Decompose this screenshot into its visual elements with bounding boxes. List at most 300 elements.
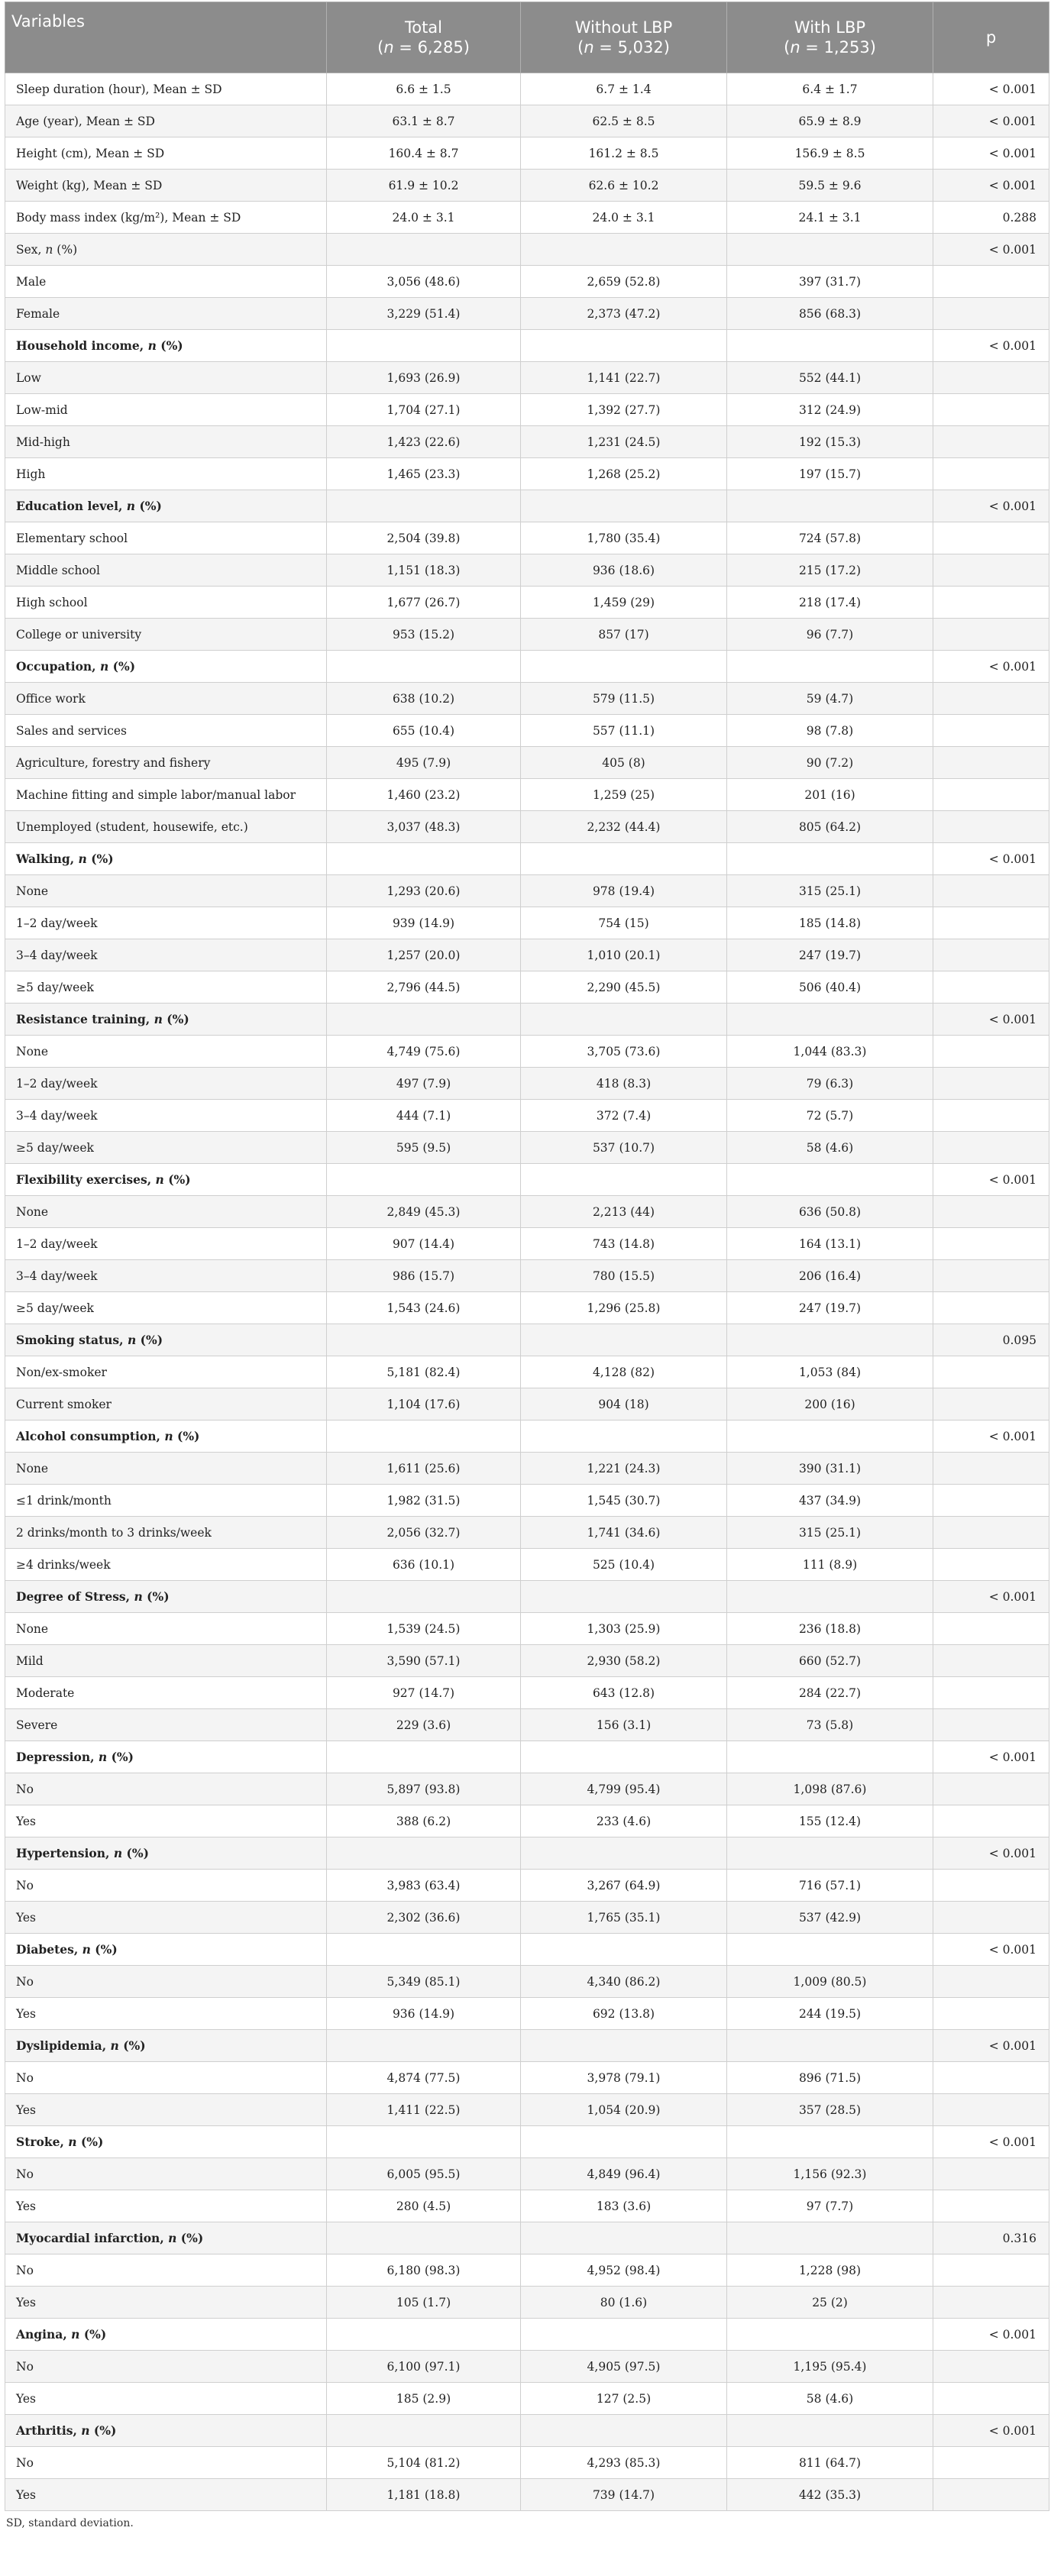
cell-without-lbp [521, 1421, 727, 1453]
cell-with-lbp [727, 2030, 933, 2062]
cell-p-value [933, 1292, 1049, 1324]
cell-without-lbp: 643 (12.8) [521, 1677, 727, 1709]
row-label: No [5, 2351, 327, 2383]
cell-p-value: < 0.001 [933, 1421, 1049, 1453]
row-label: None [5, 1453, 327, 1485]
table-row [5, 2351, 1049, 2383]
cell-total [327, 1837, 521, 1870]
header-total [327, 2, 521, 73]
cell-with-lbp: 856 (68.3) [727, 298, 933, 330]
cell-total [327, 1324, 521, 1356]
cell-without-lbp: 62.6 ± 10.2 [521, 170, 727, 202]
cell-with-lbp: 442 (35.3) [727, 2479, 933, 2511]
table-row [5, 1837, 1049, 1870]
cell-total [327, 2415, 521, 2447]
cell-without-lbp: 1,741 (34.6) [521, 1517, 727, 1549]
row-label: Yes [5, 2190, 327, 2222]
cell-with-lbp: 164 (13.1) [727, 1228, 933, 1260]
cell-with-lbp: 552 (44.1) [727, 362, 933, 394]
row-label: 1–2 day/week [5, 1228, 327, 1260]
cell-p-value [933, 2383, 1049, 2415]
cell-without-lbp [521, 330, 727, 362]
cell-total: 1,104 (17.6) [327, 1388, 521, 1421]
cell-with-lbp: 96 (7.7) [727, 619, 933, 651]
table-row [5, 234, 1049, 266]
cell-without-lbp: 3,705 (73.6) [521, 1036, 727, 1068]
cell-with-lbp [727, 1421, 933, 1453]
row-label: ≥4 drinks/week [5, 1549, 327, 1581]
table-row [5, 2030, 1049, 2062]
cell-total [327, 330, 521, 362]
cell-with-lbp: 724 (57.8) [727, 522, 933, 554]
table-row [5, 1934, 1049, 1966]
cell-without-lbp: 4,340 (86.2) [521, 1966, 727, 1998]
row-label: Diabetes, n (%) [5, 1934, 327, 1966]
table-row [5, 2447, 1049, 2479]
header-with-lbp [727, 2, 933, 73]
header-with-label: With LBP [794, 18, 866, 37]
cell-with-lbp: 284 (22.7) [727, 1677, 933, 1709]
cell-total: 2,796 (44.5) [327, 971, 521, 1004]
cell-total [327, 1164, 521, 1196]
cell-total: 388 (6.2) [327, 1805, 521, 1837]
cell-total: 3,037 (48.3) [327, 811, 521, 843]
row-label: Sales and services [5, 715, 327, 747]
table-row [5, 1966, 1049, 1998]
cell-with-lbp: 200 (16) [727, 1388, 933, 1421]
cell-with-lbp: 247 (19.7) [727, 1292, 933, 1324]
cell-with-lbp [727, 1837, 933, 1870]
cell-without-lbp: 4,128 (82) [521, 1356, 727, 1388]
cell-total: 2,302 (36.6) [327, 1902, 521, 1934]
cell-total: 1,677 (26.7) [327, 587, 521, 619]
cell-total: 6,180 (98.3) [327, 2254, 521, 2287]
cell-without-lbp: 3,267 (64.9) [521, 1870, 727, 1902]
cell-without-lbp: 1,231 (24.5) [521, 426, 727, 458]
cell-total: 3,590 (57.1) [327, 1645, 521, 1677]
table-row [5, 1870, 1049, 1902]
cell-p-value [933, 1356, 1049, 1388]
table-row [5, 779, 1049, 811]
cell-p-value: 0.095 [933, 1324, 1049, 1356]
table-row [5, 1421, 1049, 1453]
header-without-lbp [521, 2, 727, 73]
cell-without-lbp: 4,293 (85.3) [521, 2447, 727, 2479]
row-label: Yes [5, 1902, 327, 1934]
cell-p-value [933, 458, 1049, 490]
row-label: High [5, 458, 327, 490]
header-total-label: Total [404, 18, 443, 37]
cell-with-lbp: 397 (31.7) [727, 266, 933, 298]
cell-p-value [933, 939, 1049, 971]
row-label: No [5, 1773, 327, 1805]
cell-with-lbp: 244 (19.5) [727, 1998, 933, 2030]
row-label: ≥5 day/week [5, 971, 327, 1004]
cell-total: 1,293 (20.6) [327, 875, 521, 907]
cell-total [327, 2126, 521, 2158]
table-row [5, 1164, 1049, 1196]
cell-p-value [933, 1709, 1049, 1741]
cell-without-lbp: 183 (3.6) [521, 2190, 727, 2222]
header-without-label: Without LBP [574, 18, 673, 37]
cell-total: 936 (14.9) [327, 1998, 521, 2030]
cell-without-lbp: 233 (4.6) [521, 1805, 727, 1837]
row-label: High school [5, 587, 327, 619]
cell-with-lbp: 111 (8.9) [727, 1549, 933, 1581]
cell-without-lbp: 4,799 (95.4) [521, 1773, 727, 1805]
cell-p-value [933, 1677, 1049, 1709]
row-label: Resistance training, n (%) [5, 1004, 327, 1036]
cell-p-value [933, 779, 1049, 811]
row-label: ≥5 day/week [5, 1132, 327, 1164]
cell-without-lbp: 6.7 ± 1.4 [521, 73, 727, 105]
cell-with-lbp: 315 (25.1) [727, 875, 933, 907]
cell-with-lbp: 357 (28.5) [727, 2094, 933, 2126]
cell-total: 185 (2.9) [327, 2383, 521, 2415]
cell-p-value [933, 715, 1049, 747]
table-row [5, 1100, 1049, 1132]
row-label: Female [5, 298, 327, 330]
cell-without-lbp [521, 843, 727, 875]
cell-total [327, 2030, 521, 2062]
table-row [5, 1228, 1049, 1260]
cell-without-lbp: 1,303 (25.9) [521, 1613, 727, 1645]
cell-with-lbp: 636 (50.8) [727, 1196, 933, 1228]
cell-with-lbp: 506 (40.4) [727, 971, 933, 1004]
row-label: Moderate [5, 1677, 327, 1709]
row-label: ≤1 drink/month [5, 1485, 327, 1517]
cell-total [327, 1934, 521, 1966]
cell-without-lbp: 2,213 (44) [521, 1196, 727, 1228]
cell-p-value [933, 1805, 1049, 1837]
cell-p-value: < 0.001 [933, 1837, 1049, 1870]
cell-without-lbp [521, 2415, 727, 2447]
cell-without-lbp: 156 (3.1) [521, 1709, 727, 1741]
cell-total: 495 (7.9) [327, 747, 521, 779]
cell-p-value [933, 1196, 1049, 1228]
row-label: Low [5, 362, 327, 394]
table-row [5, 73, 1049, 105]
cell-with-lbp [727, 2222, 933, 2254]
cell-total: 1,704 (27.1) [327, 394, 521, 426]
cell-with-lbp [727, 1934, 933, 1966]
cell-p-value: < 0.001 [933, 73, 1049, 105]
cell-p-value [933, 619, 1049, 651]
cell-with-lbp: 437 (34.9) [727, 1485, 933, 1517]
cell-with-lbp: 537 (42.9) [727, 1902, 933, 1934]
row-label: None [5, 1613, 327, 1645]
cell-p-value [933, 1485, 1049, 1517]
cell-without-lbp: 1,765 (35.1) [521, 1902, 727, 1934]
cell-without-lbp: 161.2 ± 8.5 [521, 137, 727, 170]
cell-with-lbp: 197 (15.7) [727, 458, 933, 490]
table-row [5, 490, 1049, 522]
row-label: Current smoker [5, 1388, 327, 1421]
cell-without-lbp: 754 (15) [521, 907, 727, 939]
table-row [5, 1196, 1049, 1228]
table-row [5, 170, 1049, 202]
cell-with-lbp: 716 (57.1) [727, 1870, 933, 1902]
cell-p-value: < 0.001 [933, 2030, 1049, 2062]
table-row [5, 619, 1049, 651]
row-label: No [5, 1966, 327, 1998]
cell-without-lbp [521, 2319, 727, 2351]
table-row [5, 362, 1049, 394]
cell-without-lbp: 780 (15.5) [521, 1260, 727, 1292]
row-label: Office work [5, 683, 327, 715]
cell-with-lbp: 390 (31.1) [727, 1453, 933, 1485]
cell-p-value [933, 2254, 1049, 2287]
cell-p-value [933, 1902, 1049, 1934]
table-row [5, 1773, 1049, 1805]
table-row [5, 843, 1049, 875]
table-header-row [5, 2, 1049, 73]
cell-total: 2,056 (32.7) [327, 1517, 521, 1549]
cell-p-value: < 0.001 [933, 234, 1049, 266]
cell-total: 927 (14.7) [327, 1677, 521, 1709]
cell-total: 1,151 (18.3) [327, 554, 521, 587]
cell-p-value [933, 1966, 1049, 1998]
row-label: Angina, n (%) [5, 2319, 327, 2351]
cell-without-lbp [521, 1837, 727, 1870]
cell-without-lbp: 1,545 (30.7) [521, 1485, 727, 1517]
table-row [5, 1453, 1049, 1485]
table-row [5, 1132, 1049, 1164]
cell-p-value [933, 266, 1049, 298]
cell-without-lbp [521, 1741, 727, 1773]
cell-p-value: < 0.001 [933, 1581, 1049, 1613]
cell-p-value: < 0.001 [933, 1741, 1049, 1773]
row-label: Household income, n (%) [5, 330, 327, 362]
cell-without-lbp [521, 490, 727, 522]
cell-total: 907 (14.4) [327, 1228, 521, 1260]
cell-without-lbp [521, 2222, 727, 2254]
cell-with-lbp: 1,098 (87.6) [727, 1773, 933, 1805]
cell-p-value [933, 1260, 1049, 1292]
cell-with-lbp: 25 (2) [727, 2287, 933, 2319]
cell-without-lbp: 1,010 (20.1) [521, 939, 727, 971]
cell-total: 24.0 ± 3.1 [327, 202, 521, 234]
table-row [5, 330, 1049, 362]
cell-with-lbp: 98 (7.8) [727, 715, 933, 747]
row-label: 1–2 day/week [5, 1068, 327, 1100]
row-label: Yes [5, 1998, 327, 2030]
cell-total: 1,181 (18.8) [327, 2479, 521, 2511]
table-row [5, 2190, 1049, 2222]
row-label: No [5, 2447, 327, 2479]
cell-without-lbp: 978 (19.4) [521, 875, 727, 907]
cell-total [327, 1421, 521, 1453]
cell-total: 61.9 ± 10.2 [327, 170, 521, 202]
cell-total: 1,693 (26.9) [327, 362, 521, 394]
cell-without-lbp: 2,659 (52.8) [521, 266, 727, 298]
cell-p-value [933, 1517, 1049, 1549]
cell-total: 3,056 (48.6) [327, 266, 521, 298]
table-row [5, 394, 1049, 426]
row-label: Male [5, 266, 327, 298]
cell-with-lbp: 896 (71.5) [727, 2062, 933, 2094]
table-row [5, 2287, 1049, 2319]
cell-p-value [933, 1645, 1049, 1677]
cell-without-lbp: 1,141 (22.7) [521, 362, 727, 394]
cell-total: 4,874 (77.5) [327, 2062, 521, 2094]
cell-p-value [933, 394, 1049, 426]
cell-p-value [933, 875, 1049, 907]
cell-p-value [933, 1549, 1049, 1581]
table-row [5, 2383, 1049, 2415]
row-label: Occupation, n (%) [5, 651, 327, 683]
cell-p-value [933, 1613, 1049, 1645]
cell-with-lbp: 59.5 ± 9.6 [727, 170, 933, 202]
cell-total: 2,849 (45.3) [327, 1196, 521, 1228]
cell-without-lbp: 4,905 (97.5) [521, 2351, 727, 2383]
cell-total [327, 651, 521, 683]
table-row [5, 1677, 1049, 1709]
cell-with-lbp: 58 (4.6) [727, 2383, 933, 2415]
cell-with-lbp: 1,228 (98) [727, 2254, 933, 2287]
row-label: No [5, 1870, 327, 1902]
cell-total: 5,897 (93.8) [327, 1773, 521, 1805]
cell-with-lbp [727, 1581, 933, 1613]
cell-total: 636 (10.1) [327, 1549, 521, 1581]
cell-with-lbp [727, 330, 933, 362]
table-row [5, 1645, 1049, 1677]
cell-p-value [933, 811, 1049, 843]
row-label: None [5, 1036, 327, 1068]
cell-p-value [933, 1132, 1049, 1164]
cell-with-lbp: 156.9 ± 8.5 [727, 137, 933, 170]
table-row [5, 1485, 1049, 1517]
cell-with-lbp: 206 (16.4) [727, 1260, 933, 1292]
cell-total: 1,611 (25.6) [327, 1453, 521, 1485]
cell-with-lbp [727, 490, 933, 522]
row-label: Yes [5, 2094, 327, 2126]
table-footnote: SD, standard deviation. [6, 2517, 134, 2529]
table-row [5, 105, 1049, 137]
cell-with-lbp [727, 234, 933, 266]
cell-with-lbp [727, 2319, 933, 2351]
cell-without-lbp: 1,459 (29) [521, 587, 727, 619]
cell-total: 497 (7.9) [327, 1068, 521, 1100]
cell-total [327, 1581, 521, 1613]
table-row [5, 458, 1049, 490]
cell-with-lbp: 155 (12.4) [727, 1805, 933, 1837]
row-label: Hypertension, n (%) [5, 1837, 327, 1870]
cell-without-lbp: 692 (13.8) [521, 1998, 727, 2030]
cell-total: 444 (7.1) [327, 1100, 521, 1132]
row-label: No [5, 2158, 327, 2190]
cell-total: 595 (9.5) [327, 1132, 521, 1164]
cell-total: 229 (3.6) [327, 1709, 521, 1741]
cell-total: 939 (14.9) [327, 907, 521, 939]
table-body [5, 73, 1049, 2511]
row-label: 3–4 day/week [5, 1260, 327, 1292]
cell-total: 2,504 (39.8) [327, 522, 521, 554]
cell-total: 3,229 (51.4) [327, 298, 521, 330]
cell-p-value [933, 2190, 1049, 2222]
cell-with-lbp: 218 (17.4) [727, 587, 933, 619]
cell-p-value [933, 2287, 1049, 2319]
table-row [5, 907, 1049, 939]
cell-with-lbp: 805 (64.2) [727, 811, 933, 843]
row-label: Yes [5, 2287, 327, 2319]
cell-without-lbp: 936 (18.6) [521, 554, 727, 587]
row-label: Arthritis, n (%) [5, 2415, 327, 2447]
row-label: Low-mid [5, 394, 327, 426]
table-row [5, 1517, 1049, 1549]
cell-without-lbp [521, 1324, 727, 1356]
cell-total [327, 1004, 521, 1036]
cell-p-value [933, 683, 1049, 715]
cell-without-lbp: 372 (7.4) [521, 1100, 727, 1132]
row-label: Flexibility exercises, n (%) [5, 1164, 327, 1196]
table-row [5, 971, 1049, 1004]
cell-without-lbp: 3,978 (79.1) [521, 2062, 727, 2094]
cell-with-lbp: 215 (17.2) [727, 554, 933, 587]
cell-without-lbp: 537 (10.7) [521, 1132, 727, 1164]
cell-p-value [933, 1068, 1049, 1100]
cell-with-lbp [727, 2126, 933, 2158]
cell-total: 4,749 (75.6) [327, 1036, 521, 1068]
cell-with-lbp: 65.9 ± 8.9 [727, 105, 933, 137]
cell-p-value [933, 1100, 1049, 1132]
cell-p-value [933, 1228, 1049, 1260]
row-label: Sex, n (%) [5, 234, 327, 266]
table-row [5, 266, 1049, 298]
row-label: No [5, 2062, 327, 2094]
cell-with-lbp: 315 (25.1) [727, 1517, 933, 1549]
cell-p-value: < 0.001 [933, 2126, 1049, 2158]
header-p-value: p [933, 2, 1049, 73]
row-label: Education level, n (%) [5, 490, 327, 522]
table-row [5, 2479, 1049, 2511]
table-container [5, 2, 1049, 2529]
table-row [5, 554, 1049, 587]
table-row [5, 137, 1049, 170]
cell-with-lbp: 6.4 ± 1.7 [727, 73, 933, 105]
cell-p-value: < 0.001 [933, 2415, 1049, 2447]
row-label: Stroke, n (%) [5, 2126, 327, 2158]
cell-total: 1,982 (31.5) [327, 1485, 521, 1517]
row-label: Elementary school [5, 522, 327, 554]
cell-p-value: < 0.001 [933, 105, 1049, 137]
row-label: Middle school [5, 554, 327, 587]
header-with-n: (n = 1,253) [784, 38, 876, 57]
row-label: College or university [5, 619, 327, 651]
row-label: Yes [5, 2383, 327, 2415]
cell-p-value [933, 2062, 1049, 2094]
table-row [5, 522, 1049, 554]
row-label: Depression, n (%) [5, 1741, 327, 1773]
table-row [5, 2415, 1049, 2447]
cell-without-lbp: 4,952 (98.4) [521, 2254, 727, 2287]
row-label: Body mass index (kg/m²), Mean ± SD [5, 202, 327, 234]
table-row [5, 202, 1049, 234]
cell-total: 3,983 (63.4) [327, 1870, 521, 1902]
cell-total: 655 (10.4) [327, 715, 521, 747]
cell-without-lbp: 2,290 (45.5) [521, 971, 727, 1004]
cell-without-lbp: 525 (10.4) [521, 1549, 727, 1581]
cell-p-value [933, 2479, 1049, 2511]
cell-with-lbp: 97 (7.7) [727, 2190, 933, 2222]
cell-without-lbp: 1,259 (25) [521, 779, 727, 811]
cell-total [327, 2222, 521, 2254]
cell-without-lbp: 4,849 (96.4) [521, 2158, 727, 2190]
cell-without-lbp: 743 (14.8) [521, 1228, 727, 1260]
cell-with-lbp: 185 (14.8) [727, 907, 933, 939]
row-label: Unemployed (student, housewife, etc.) [5, 811, 327, 843]
cell-total: 638 (10.2) [327, 683, 521, 715]
